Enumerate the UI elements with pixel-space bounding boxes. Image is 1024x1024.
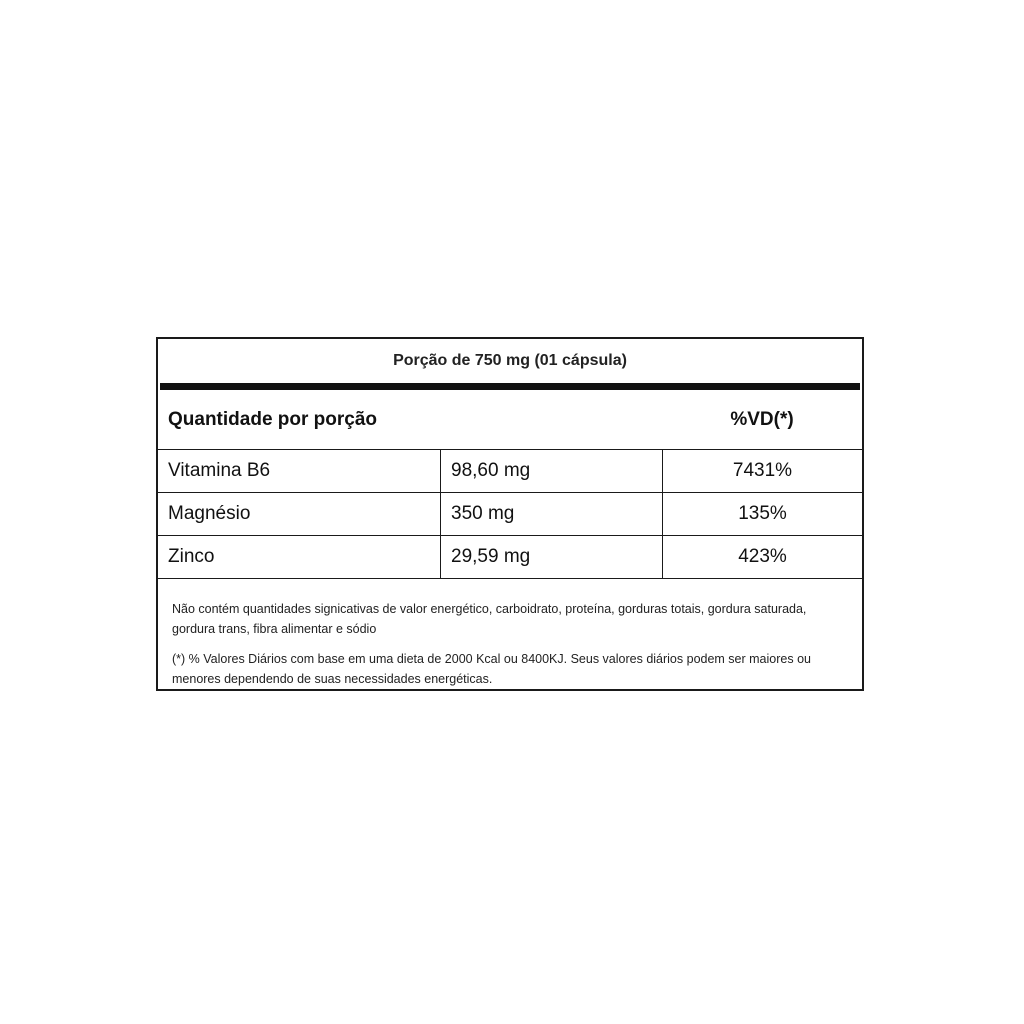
footnotes [158, 579, 862, 689]
nutrient-name: Vitamina B6 [158, 450, 441, 492]
nutrient-amount: 98,60 mg [441, 450, 663, 492]
quantity-per-portion-label: Quantidade por porção [168, 408, 378, 430]
daily-value-label: %VD(*) [730, 408, 794, 430]
portion-size: Porção de 750 mg (01 cápsula) [393, 352, 627, 369]
footnote-daily-values: (*) % Valores Diários com base em uma dieta de 2000 Kcal ou 8400KJ. Seus valores diários podem ser maiores ou menores dependendo de suas necessidades energéticas. [172, 652, 811, 686]
table-row [158, 450, 862, 493]
table-row [158, 536, 862, 579]
nutrition-facts-table [156, 337, 864, 691]
nutrient-amount: 29,59 mg [441, 536, 663, 578]
table-row [158, 493, 862, 536]
nutrient-daily-value: 423% [738, 546, 787, 567]
table-header [158, 390, 862, 450]
nutrient-name: Zinco [158, 536, 441, 578]
nutrient-amount: 350 mg [441, 493, 663, 535]
footnote-not-significant: Não contém quantidades signicativas de valor energético, carboidrato, proteína, gorduras totais, gordura saturada, gordura trans, fibra alimentar e sódio [172, 602, 807, 636]
nutrient-daily-value: 7431% [732, 460, 793, 481]
nutrient-daily-value: 135% [738, 503, 787, 524]
nutrient-name: Magnésio [158, 493, 441, 535]
thick-divider [160, 383, 860, 390]
